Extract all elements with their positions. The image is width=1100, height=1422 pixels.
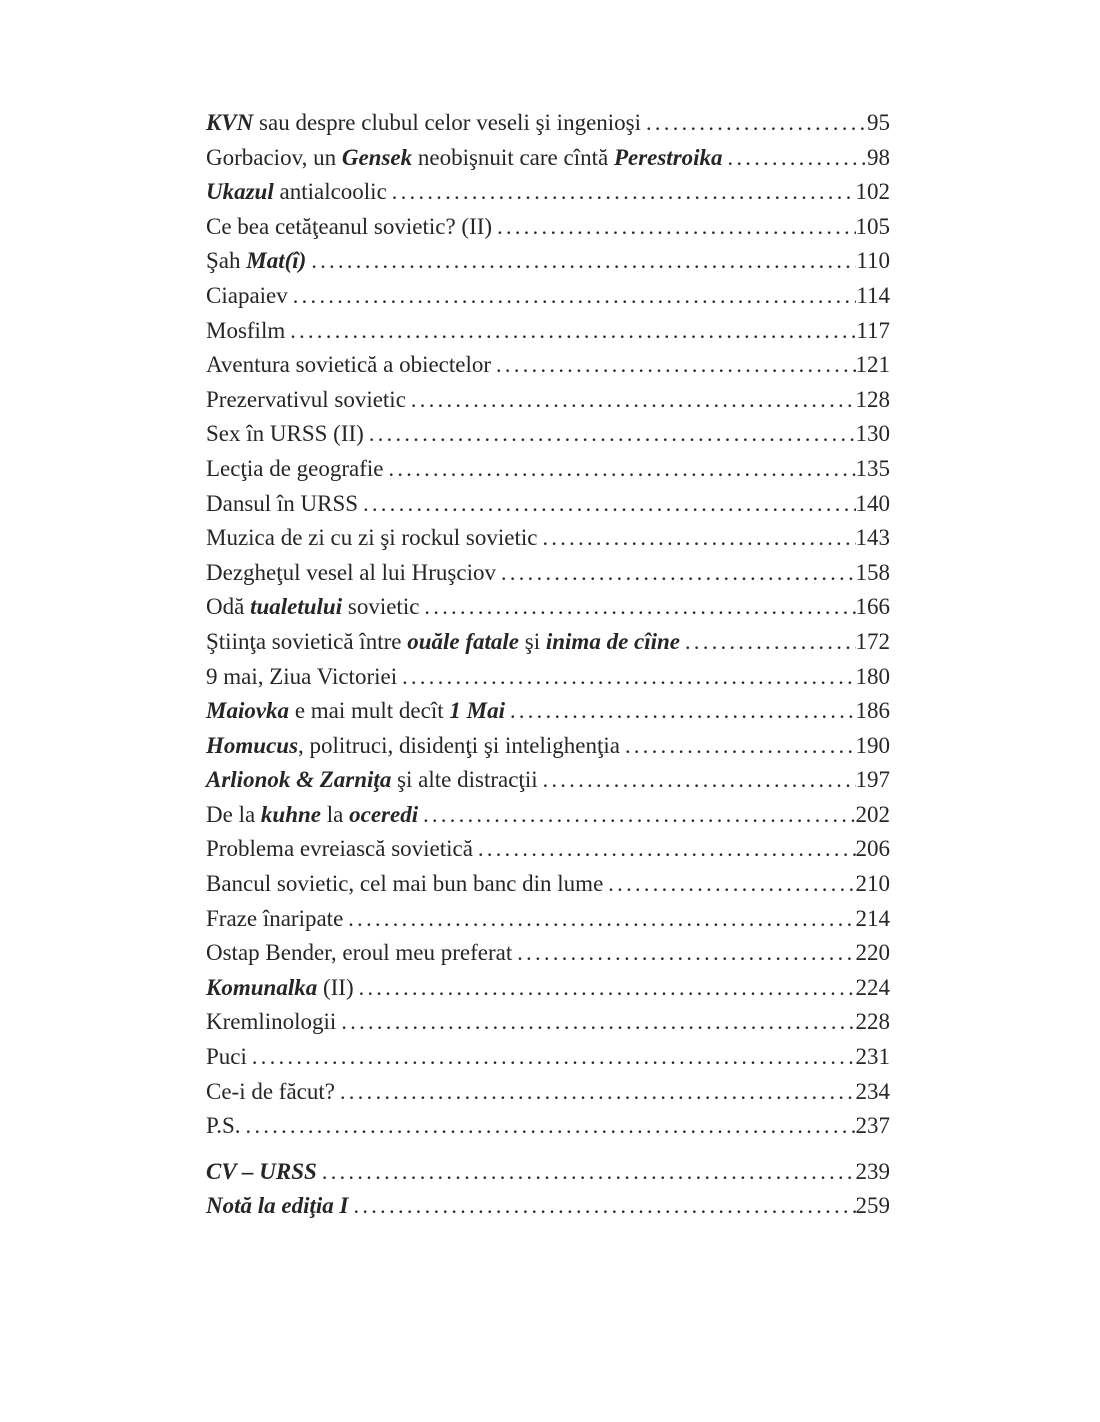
toc-entry-page-number: 180 <box>855 663 890 689</box>
toc-entry <box>206 936 890 971</box>
toc-entry-title <box>206 1155 317 1190</box>
toc-entry <box>206 521 890 556</box>
toc-entry-page-number: 224 <box>855 974 890 1000</box>
table-of-contents <box>206 106 890 1224</box>
dot-leader <box>505 694 856 729</box>
toc-title-part: sau despre clubul celor veseli şi ingenioşi <box>253 110 642 135</box>
toc-entry <box>206 763 890 798</box>
dot-leader <box>538 763 856 798</box>
dot-leader <box>406 383 856 418</box>
dot-leader <box>680 625 855 660</box>
dot-leader <box>620 729 856 764</box>
toc-title-part: Prezervativul sovietic <box>206 386 406 412</box>
toc-entry-title <box>206 452 384 487</box>
toc-entry-page-number: 135 <box>855 455 890 481</box>
toc-entry <box>206 175 890 210</box>
toc-title-part: Gorbaciov, un <box>206 144 342 170</box>
dot-leader <box>723 141 867 176</box>
toc-entry-page-number: 220 <box>855 940 890 966</box>
toc-entry-title <box>206 314 285 349</box>
toc-entry <box>206 383 890 418</box>
toc-entry-title <box>206 417 364 452</box>
dot-leader <box>492 210 855 245</box>
toc-title-part: Sex în URSS (II) <box>206 421 364 447</box>
toc-entry-title <box>206 867 603 902</box>
dot-leader <box>419 590 855 625</box>
toc-entry-title <box>206 348 491 383</box>
toc-entry <box>206 279 890 314</box>
dot-leader <box>285 314 856 349</box>
dot-leader <box>397 660 855 695</box>
toc-title-part: Perestroika <box>613 144 723 170</box>
toc-title-part: şi alte distracţii <box>391 767 538 793</box>
toc-entry-page-number: 105 <box>855 213 890 239</box>
toc-entry <box>206 244 890 279</box>
dot-leader <box>336 1005 855 1040</box>
dot-leader <box>241 1109 856 1144</box>
toc-title-part: oceredi <box>349 801 419 827</box>
toc-entry-page-number: 140 <box>855 490 890 516</box>
toc-title-part: Problema evreiască sovietică <box>206 836 473 862</box>
toc-title-part: Lecţia de geografie <box>206 455 384 481</box>
toc-entry-title <box>206 175 387 210</box>
toc-entry-title <box>206 141 723 176</box>
toc-entry-page-number: 98 <box>867 144 890 170</box>
dot-leader <box>364 417 856 452</box>
dot-leader <box>354 971 856 1006</box>
toc-entry <box>206 832 890 867</box>
toc-title-part: Bancul sovietic, cel mai bun banc din lume <box>206 871 604 897</box>
toc-entry <box>206 694 890 729</box>
toc-title-part: Maiovka <box>206 698 290 724</box>
toc-entry <box>206 348 890 383</box>
dot-leader <box>641 106 867 141</box>
toc-title-part: inima de cîine <box>545 628 681 654</box>
toc-entry-title <box>206 660 397 695</box>
dot-leader <box>473 832 856 867</box>
toc-title-part: Dezgheţul vesel al lui Hruşciov <box>206 559 496 585</box>
toc-entry-title <box>206 383 406 418</box>
toc-entry-title <box>206 1189 348 1224</box>
toc-title-part: 9 mai, Ziua Victoriei <box>206 663 398 689</box>
toc-entry-page-number: 95 <box>867 110 890 135</box>
toc-entry-page-number: 186 <box>855 698 890 724</box>
toc-title-part: Kremlinologii <box>206 1009 337 1035</box>
toc-title-part: (II) <box>317 974 354 1000</box>
toc-entry-title <box>206 694 505 729</box>
toc-entry-page-number: 166 <box>855 594 890 620</box>
toc-entry <box>206 106 890 141</box>
toc-title-part: ouăle fatale <box>407 628 520 654</box>
toc-entry-page-number: 110 <box>856 248 890 274</box>
toc-entry-page-number: 190 <box>855 732 890 758</box>
toc-entry-page-number: 128 <box>855 386 890 412</box>
toc-entry-title <box>206 832 473 867</box>
dot-leader <box>491 348 855 383</box>
toc-title-part: KVN <box>206 110 254 135</box>
toc-entry <box>206 210 890 245</box>
toc-title-part: Muzica de zi cu zi şi rockul sovietic <box>206 525 538 551</box>
toc-entry-title <box>206 1075 335 1110</box>
toc-title-part: e mai mult decît <box>289 698 450 724</box>
dot-leader <box>288 279 857 314</box>
dot-leader <box>343 902 855 937</box>
toc-entry-title <box>206 487 358 522</box>
toc-entry <box>206 1075 890 1110</box>
toc-title-part: sovietic <box>342 594 420 620</box>
toc-entry-page-number: 214 <box>855 905 890 931</box>
toc-entry-title <box>206 590 419 625</box>
toc-entry-page-number: 121 <box>855 352 890 378</box>
toc-entry <box>206 660 890 695</box>
toc-entry-page-number: 234 <box>855 1078 890 1104</box>
toc-entry-page-number: 259 <box>855 1193 890 1219</box>
toc-title-part: Fraze înaripate <box>206 905 344 931</box>
toc-title-part: Mosfilm <box>206 317 286 343</box>
toc-entry-page-number: 210 <box>855 871 890 897</box>
toc-title-part: Gensek <box>341 144 413 170</box>
toc-entry-title <box>206 729 620 764</box>
toc-title-part: kuhne <box>260 801 322 827</box>
toc-entry-page-number: 102 <box>855 179 890 205</box>
toc-entry <box>206 902 890 937</box>
toc-entry-title <box>206 521 537 556</box>
toc-title-part: Ostap Bender, eroul meu preferat <box>206 940 513 966</box>
toc-title-part: Odă <box>206 594 251 620</box>
dot-leader <box>418 798 855 833</box>
toc-entry-title <box>206 1040 247 1075</box>
toc-entry <box>206 590 890 625</box>
toc-entry-title <box>206 244 306 279</box>
toc-title-part: Şah <box>206 248 247 274</box>
toc-entry-title <box>206 1109 241 1144</box>
dot-leader <box>247 1040 856 1075</box>
toc-entry-title <box>206 556 496 591</box>
toc-title-part: Notă la ediţia I <box>206 1193 349 1219</box>
toc-section <box>206 1155 890 1224</box>
toc-title-part: P.S. <box>206 1113 241 1139</box>
toc-title-part: Ce-i de făcut? <box>206 1078 335 1104</box>
toc-title-part: Mat(î) <box>246 248 307 274</box>
toc-entry-page-number: 117 <box>856 317 890 343</box>
toc-title-part: Puci <box>206 1044 247 1070</box>
toc-title-part: tualetului <box>250 594 343 620</box>
toc-title-part: Ce bea cetăţeanul sovietic? (II) <box>206 213 493 239</box>
toc-title-part: neobişnuit care cîntă <box>412 144 614 170</box>
dot-leader <box>603 867 855 902</box>
toc-entry <box>206 625 890 660</box>
toc-title-part: Ciapaiev <box>206 282 288 308</box>
toc-entry <box>206 867 890 902</box>
toc-entry-title <box>206 763 538 798</box>
toc-entry-title <box>206 625 680 660</box>
dot-leader <box>384 452 856 487</box>
toc-title-part: 1 Mai <box>449 698 505 724</box>
toc-entry <box>206 1189 890 1224</box>
toc-title-part: şi <box>519 628 546 654</box>
dot-leader <box>358 487 855 522</box>
toc-entry-title <box>206 936 512 971</box>
dot-leader <box>348 1189 855 1224</box>
toc-title-part: la <box>321 801 350 827</box>
toc-entry-title <box>206 1005 336 1040</box>
toc-entry <box>206 141 890 176</box>
toc-entry <box>206 556 890 591</box>
toc-entry-page-number: 143 <box>855 525 890 551</box>
toc-title-part: , politruci, disidenţi şi intelighenţia <box>298 732 620 758</box>
toc-title-part: Arlionok & Zarniţa <box>206 767 392 793</box>
toc-section <box>206 106 890 1144</box>
toc-title-part: Aventura sovietică a obiectelor <box>206 352 492 378</box>
toc-entry-title <box>206 106 641 141</box>
toc-entry-page-number: 158 <box>855 559 890 585</box>
toc-entry <box>206 798 890 833</box>
toc-title-part: Dansul în URSS <box>206 490 359 516</box>
toc-entry <box>206 1109 890 1144</box>
toc-entry <box>206 314 890 349</box>
toc-entry-page-number: 206 <box>855 836 890 862</box>
toc-entry <box>206 417 890 452</box>
toc-entry-title <box>206 279 288 314</box>
dot-leader <box>317 1155 856 1190</box>
toc-title-part: CV – URSS <box>206 1158 317 1184</box>
toc-entry-page-number: 130 <box>855 421 890 447</box>
toc-title-part: Ştiinţa sovietică între <box>206 628 408 654</box>
toc-title-part: Homucus <box>206 732 299 758</box>
toc-entry-title <box>206 902 343 937</box>
toc-entry-page-number: 114 <box>856 282 890 308</box>
toc-entry-page-number: 202 <box>855 801 890 827</box>
dot-leader <box>512 936 855 971</box>
toc-title-part: antialcoolic <box>273 179 387 205</box>
toc-entry <box>206 971 890 1006</box>
toc-entry-title <box>206 971 354 1006</box>
dot-leader <box>537 521 855 556</box>
toc-entry-page-number: 239 <box>855 1158 890 1184</box>
toc-entry <box>206 1155 890 1190</box>
dot-leader <box>387 175 856 210</box>
toc-title-part: De la <box>206 801 261 827</box>
dot-leader <box>496 556 856 591</box>
toc-entry <box>206 729 890 764</box>
toc-entry-page-number: 231 <box>855 1044 890 1070</box>
toc-entry-title <box>206 798 418 833</box>
toc-title-part: Ukazul <box>206 179 274 205</box>
dot-leader <box>306 244 856 279</box>
toc-entry-page-number: 172 <box>855 628 890 654</box>
dot-leader <box>335 1075 856 1110</box>
toc-entry <box>206 1040 890 1075</box>
toc-entry <box>206 1005 890 1040</box>
toc-entry-page-number: 228 <box>855 1009 890 1035</box>
toc-entry-page-number: 237 <box>855 1113 890 1139</box>
toc-title-part: Komunalka <box>206 974 318 1000</box>
toc-entry-page-number: 197 <box>855 767 890 793</box>
toc-entry <box>206 452 890 487</box>
toc-entry-title <box>206 210 492 245</box>
toc-entry <box>206 487 890 522</box>
